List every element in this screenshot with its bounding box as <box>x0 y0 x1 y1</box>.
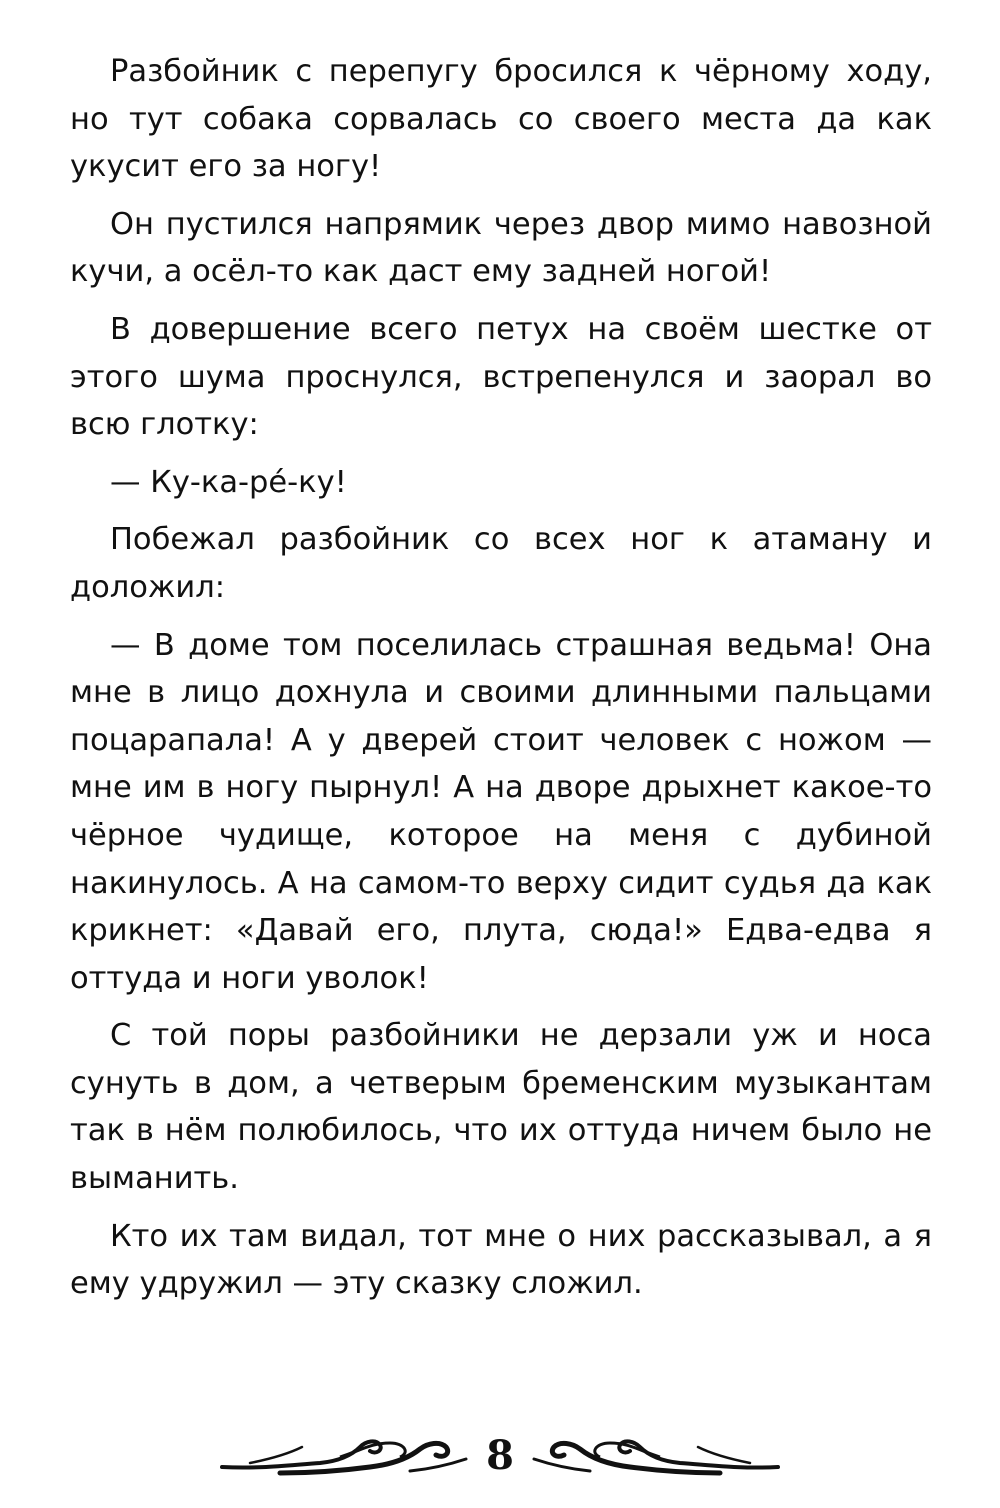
page-number: 8 <box>486 1431 514 1479</box>
paragraph-8: Кто их там видал, тот мне о них рассказывал, а я ему удружил — эту сказку сложил. <box>70 1218 932 1302</box>
flourish-left-icon <box>220 1433 470 1477</box>
paragraph-4: — Ку-ка-ре́-ку! <box>110 464 347 500</box>
paragraph-2: Он пустился напрямик через двор мимо навозной кучи, а осёл-то как даст ему задней ногой! <box>70 206 932 290</box>
paragraph-6: — В доме том поселилась страшная ведьма! Она мне в лицо дохнула и своими длинными пальцами поцарапала! А у дверей стоит человек с ножом — мне им в ногу пырнул! А на дворе дрыхнет какое-то чёрное чудище, которое на меня с дубиной накинулось. А на самом-то верху сидит судья да как крикнет: «Давай его, плута, сюда!» Едва-едва я оттуда и ноги уволок! <box>70 627 932 996</box>
paragraph-3: В довершение всего петух на своём шестке от этого шума проснулся, встрепенулся и заорал во всю глотку: <box>70 311 932 443</box>
flourish-right-icon <box>530 1433 780 1477</box>
paragraph-5: Побежал разбойник со всех ног к атаману и доложил: <box>70 522 932 605</box>
paragraph-1: Разбойник с перепугу бросился к чёрному ходу, но тут собака сорвалась со своего места да как укусит его за ногу! <box>70 54 932 185</box>
paragraph-7: С той поры разбойники не дерзали уж и носа сунуть в дом, а четверым бременским музыкантам так в нём полюбилось, что их оттуда ничем было не выманить. <box>70 1018 932 1197</box>
page-footer <box>0 1420 1000 1490</box>
